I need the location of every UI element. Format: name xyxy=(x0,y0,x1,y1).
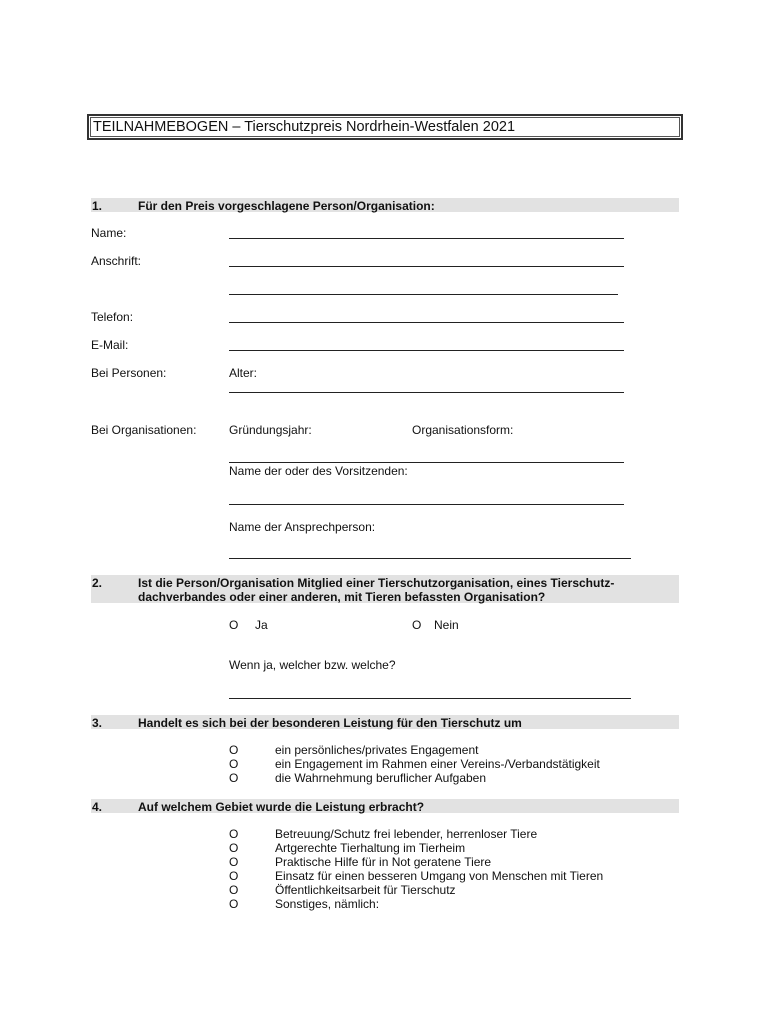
organizations-label: Bei Organisationen: xyxy=(91,423,197,437)
section-1-number: 1. xyxy=(92,199,103,213)
section-4-option-1-radio[interactable]: O xyxy=(229,827,239,841)
chair-name-label: Name der oder des Vorsitzenden: xyxy=(229,464,408,478)
founding-orgform-field[interactable] xyxy=(229,462,624,463)
address-field-line-2[interactable] xyxy=(229,294,618,295)
section-3-option-3-radio[interactable]: O xyxy=(229,771,239,785)
email-field[interactable] xyxy=(229,350,624,351)
section-2-number: 2. xyxy=(92,576,103,590)
section-4-option-1-label: Betreuung/Schutz frei lebender, herrenloser Tiere xyxy=(275,827,538,841)
section-4-option-2-radio[interactable]: O xyxy=(229,841,239,855)
age-label: Alter: xyxy=(229,366,258,380)
section-2-heading-line-1: Ist die Person/Organisation Mitglied einer Tierschutzorganisation, eines Tierschutz- xyxy=(138,576,615,590)
section-4-option-3-radio[interactable]: O xyxy=(229,855,239,869)
contact-person-field[interactable] xyxy=(229,558,631,559)
section-4-number: 4. xyxy=(92,800,103,814)
email-label: E-Mail: xyxy=(91,338,129,352)
section-4-option-2-label: Artgerechte Tierhaltung im Tierheim xyxy=(275,841,466,855)
section-3-option-3-label: die Wahrnehmung beruflicher Aufgaben xyxy=(275,771,487,785)
section-4-option-6-radio[interactable]: O xyxy=(229,897,239,911)
name-field[interactable] xyxy=(229,238,624,239)
chair-name-field[interactable] xyxy=(229,504,624,505)
no-radio[interactable]: O xyxy=(412,618,422,632)
section-3-option-2-label: ein Engagement im Rahmen einer Vereins-/Verbandstätigkeit xyxy=(275,757,600,771)
no-label: Nein xyxy=(434,618,459,632)
section-3-option-1-radio[interactable]: O xyxy=(229,743,239,757)
section-2-heading-line-2: dachverbandes oder einer anderen, mit Tieren befassten Organisation? xyxy=(138,590,546,604)
section-1-heading: Für den Preis vorgeschlagene Person/Organisation: xyxy=(138,199,435,213)
section-3-option-2-radio[interactable]: O xyxy=(229,757,239,771)
age-field[interactable] xyxy=(229,392,624,393)
organization-form-label: Organisationsform: xyxy=(412,423,514,437)
section-3-option-1-label: ein persönliches/privates Engagement xyxy=(275,743,479,757)
which-organization-field[interactable] xyxy=(229,698,631,699)
contact-person-label: Name der Ansprechperson: xyxy=(229,520,376,534)
name-label: Name: xyxy=(91,226,127,240)
address-label: Anschrift: xyxy=(91,254,142,268)
founding-year-label: Gründungsjahr: xyxy=(229,423,312,437)
section-4-option-6-label: Sonstiges, nämlich: xyxy=(275,897,380,911)
section-4-option-4-radio[interactable]: O xyxy=(229,869,239,883)
section-4-option-4-label: Einsatz für einen besseren Umgang von Menschen mit Tieren xyxy=(275,869,604,883)
section-3-number: 3. xyxy=(92,716,103,730)
form-title-box xyxy=(87,114,683,140)
section-4-option-5-radio[interactable]: O xyxy=(229,883,239,897)
section-4-heading: Auf welchem Gebiet wurde die Leistung erbracht? xyxy=(138,800,425,814)
yes-label: Ja xyxy=(255,618,268,632)
persons-label: Bei Personen: xyxy=(91,366,167,380)
section-4-option-5-label: Öffentlichkeitsarbeit für Tierschutz xyxy=(275,883,456,897)
address-field-line-1[interactable] xyxy=(229,266,624,267)
phone-label: Telefon: xyxy=(91,310,134,324)
section-3-heading: Handelt es sich bei der besonderen Leistung für den Tierschutz um xyxy=(138,716,522,730)
form-title: TEILNAHMEBOGEN – Tierschutzpreis Nordrhein-Westfalen 2021 xyxy=(93,119,516,135)
yes-radio[interactable]: O xyxy=(229,618,239,632)
section-4-option-3-label: Praktische Hilfe für in Not geratene Tiere xyxy=(275,855,492,869)
phone-field[interactable] xyxy=(229,322,624,323)
which-organization-label: Wenn ja, welcher bzw. welche? xyxy=(229,658,396,672)
